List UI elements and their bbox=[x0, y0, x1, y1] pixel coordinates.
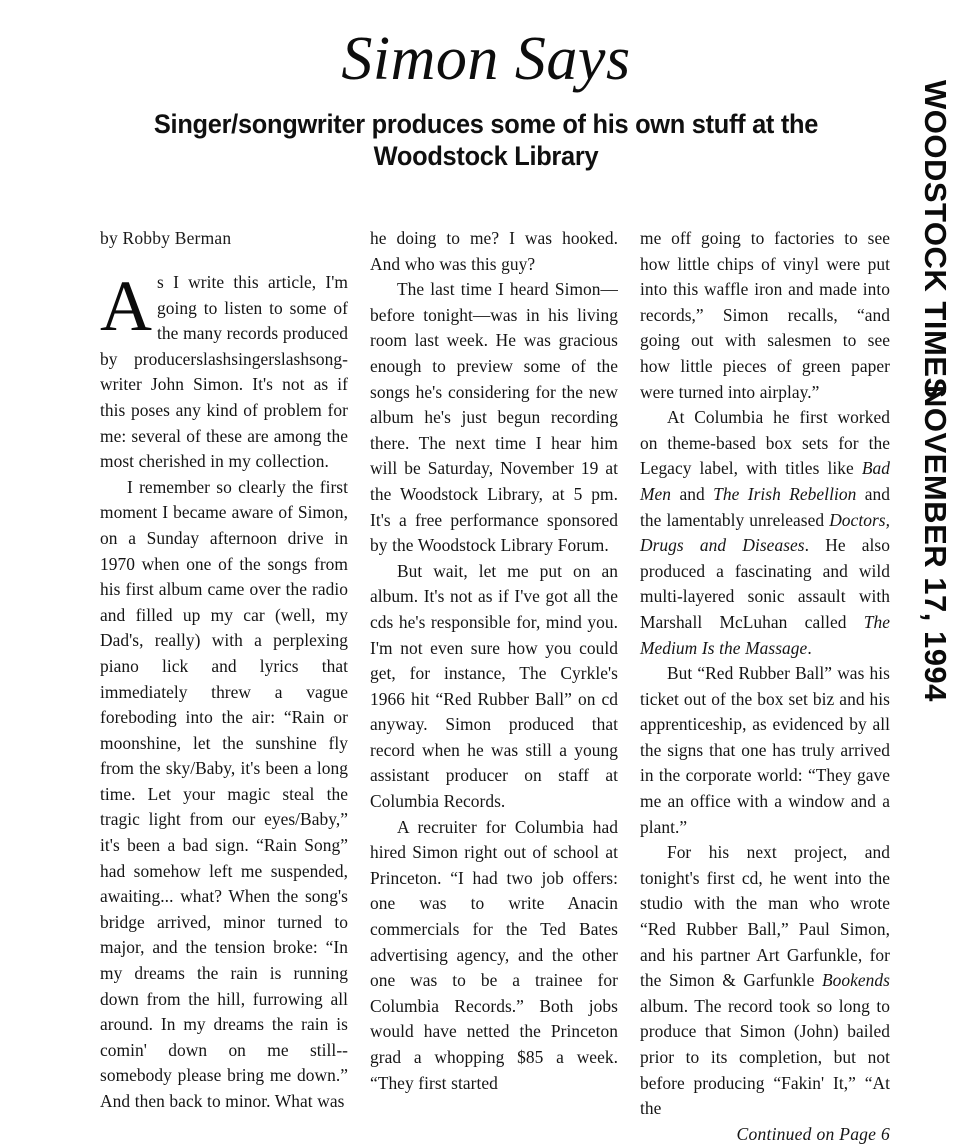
masthead-issue-date: NOVEMBER 17, 1994 bbox=[918, 385, 953, 702]
paragraph-memory: I remember so clearly the first moment I became aware of Simon, on a Sunday afternoon drive in 1970 when one of the songs from his first album came over the radio and filled up my car (well, my Dad's, really) with a perplexing piano lick and lyrics that immediately threw a vague foreboding into the air: “Rain or moonshine, let the sunshine fly from the sky/Baby, it's been a long time. Let your magic steal the tragic light from our eyes/Baby,” it's been a bad sign. “Rain Song” had somehow left me suspended, awaiting... what? When the song's bridge arrived, minor turned to major, and the tension broke: “In my dreams the rain is running down from the hill, furrowing all around. In my dreams the rain is comin' down on me still--somebody please bring me down.” And then back to minor. What was bbox=[100, 476, 348, 1111]
paragraph-but-wait: But wait, let me put on an album. It's not as if I've got all the cds he's responsible for, mind you. I'm not even sure how you could get, for instance, The Cyrkle's 1966 hit “Red Rubber Ball” on cd anyway. Simon produced that record when he was still a young assistant producer on staff at Columbia Records. bbox=[370, 560, 618, 812]
paragraph-opening-text: s I write this article, I'm going to listen to some of the many records produced by producerslashsingerslashsong-writer John Simon. It's not as if this poses any kind of problem for me: several of these are among the most cherished in my collection. bbox=[100, 272, 348, 472]
paragraph-recruiter: A recruiter for Columbia had hired Simon right out of school at Princeton. “I had two job offers: one was to write Anacin commercials for the Ted Bates advertising agency, and the other one was to be a trainee for Columbia Records.” Both jobs would have netted the Princeton grad a whopping $85 a week. “They first started bbox=[370, 816, 618, 1093]
article-body bbox=[100, 226, 890, 1144]
paragraph-columbia-boxsets bbox=[640, 405, 890, 661]
album-title-doctors-drugs-diseases: Doctors, Drugs and Diseases bbox=[640, 509, 890, 556]
continued-on-page: Continued on Page 6 bbox=[736, 1123, 890, 1144]
paragraph-red-rubber-ball: But “Red Rubber Ball” was his ticket out of the box set biz and his apprenticeship, as evidenced by all the signs that one has truly arrived in the corporate world: “They gave me an office with a window and a plant.” bbox=[640, 663, 890, 837]
text-run: At Columbia he first worked on theme-based box sets for the Legacy label, with titles like bbox=[640, 407, 890, 479]
album-title-medium-is-the-massage: The Medium Is the Massage bbox=[640, 611, 890, 658]
text-run: album. The record took so long to produce that Simon (John) bailed prior to its completion, but not before producing “Fakin' It,” “At the bbox=[640, 995, 890, 1119]
text-run: and the lamentably unreleased bbox=[640, 483, 890, 530]
text-run: . He also produced a fascinating and wild multi-layered sonic assault with Marshall McLuhan called bbox=[640, 535, 890, 632]
paragraph-opening bbox=[100, 266, 348, 475]
album-title-bad-men: Bad Men bbox=[640, 458, 890, 504]
masthead-rail bbox=[906, 80, 964, 702]
text-run: . bbox=[807, 637, 812, 658]
article-column-3 bbox=[640, 226, 890, 1147]
text-run: and bbox=[671, 483, 714, 504]
album-title-irish-rebellion: The Irish Rebellion bbox=[713, 483, 857, 504]
headline-block bbox=[86, 25, 886, 173]
article-byline: by Robby Berman bbox=[100, 228, 232, 248]
paragraph-last-time: The last time I heard Simon—before tonight—was in his living room last week. He was gracious enough to preview some of the songs he's considering for the new album he's just begun recording there. The next time I hear him will be Saturday, November 19 at the Woodstock Library, at 5 pm. It's a free performance sponsored by the Woodstock Library Forum. bbox=[370, 279, 618, 556]
paragraph-next-project bbox=[640, 840, 890, 1122]
article-title: Simon Says bbox=[341, 25, 631, 93]
paragraph-memory-continued: he doing to me? I was hooked. And who was this guy? bbox=[370, 228, 618, 274]
masthead-publication-name: WOODSTOCK TIMES bbox=[918, 80, 953, 399]
article-deck: Singer/songwriter produces some of his own stuff at the Woodstock Library bbox=[153, 109, 819, 172]
paragraph-recruiter-continued: me off going to factories to see how little chips of vinyl were put into this waffle iron and made into records,” Simon recalls, “and going out with salesmen to see how little pieces of green paper were turned into airplay.” bbox=[640, 228, 890, 402]
drop-cap: A bbox=[100, 266, 153, 346]
article-column-2 bbox=[370, 226, 618, 1096]
album-title-bookends: Bookends bbox=[821, 970, 890, 991]
text-run: For his next project, and tonight's first cd, he went into the studio with the man who wrote “Red Rubber Ball,” Paul Simon, and his partner Art Garfunkle, for the Simon & Garfunkle bbox=[640, 842, 890, 991]
article-column-1 bbox=[100, 266, 348, 1115]
